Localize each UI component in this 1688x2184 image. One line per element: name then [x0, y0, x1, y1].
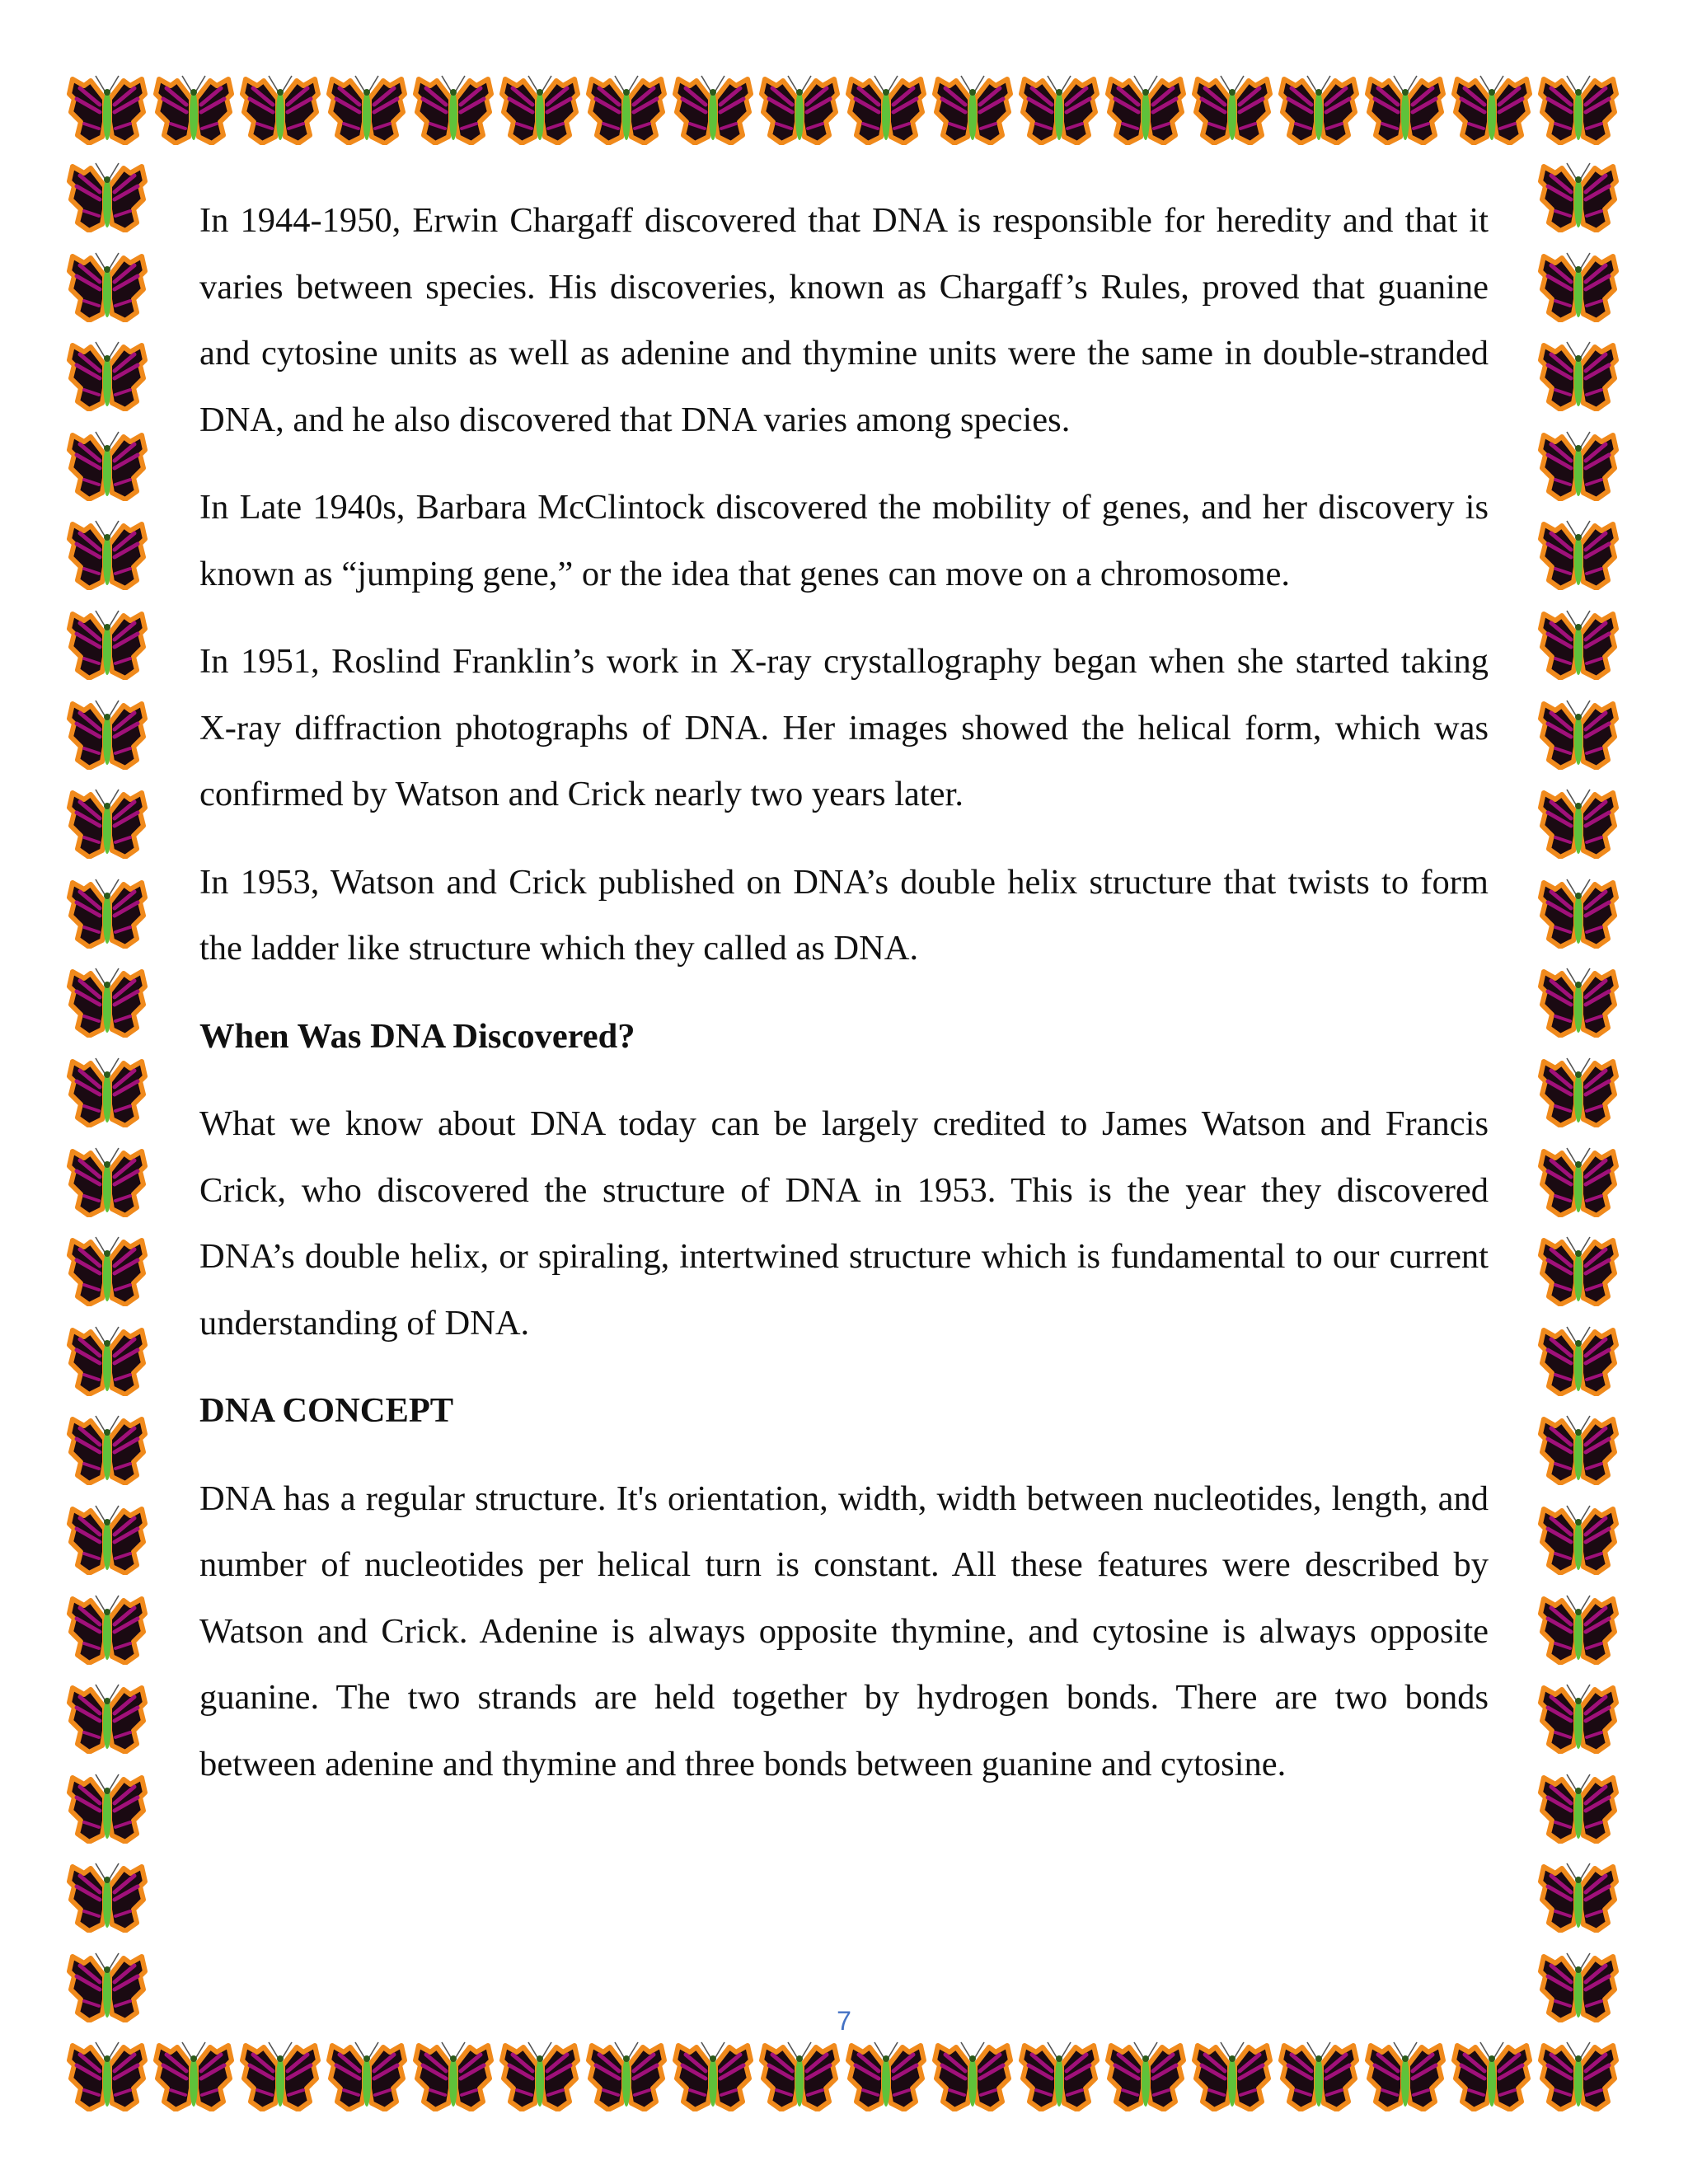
paragraph-chargaff: In 1944-1950, Erwin Chargaff discovered that DNA is responsible for heredity and that it varies between species. His discoveries, known as Chargaff’s Rules, proved that guanine and cytosine units as well as adenine and thymine units were the same in double-stranded DNA, and he also discovered that DNA varies among species.: [199, 201, 1489, 439]
paragraph-mcclintock: In Late 1940s, Barbara McClintock discovered the mobility of genes, and her discovery is known as “jumping gene,” or the idea that genes can move on a chromosome.: [199, 488, 1489, 593]
butterfly-icon: [1537, 74, 1620, 145]
paragraph-dna-concept: DNA has a regular structure. It's orientation, width, width between nucleotides, length, and number of nucleotides per helical turn is constant. All these features were described by Watson and Crick. Adenine is always opposite thymine, and cytosine is always opposite guanine. The two strands are held together by hydrogen bonds. There are two bonds between adenine and thymine and three bonds between guanine and cytosine.: [199, 1479, 1489, 1783]
butterfly-icon: [672, 2041, 754, 2111]
butterfly-icon: [1191, 74, 1273, 145]
heading-when-discovered: When Was DNA Discovered?: [199, 1016, 635, 1056]
butterfly-icon: [1451, 2041, 1533, 2111]
page-number: 7: [837, 2006, 851, 2036]
butterfly-icon: [1364, 2041, 1447, 2111]
paragraph-watson-crick: In 1953, Watson and Crick published on DNA’s double helix structure that twists to form the ladder like structure which they called as DNA.: [199, 862, 1489, 968]
butterfly-icon: [66, 699, 148, 770]
butterfly-icon: [66, 2041, 148, 2111]
butterfly-icon: [66, 430, 148, 501]
butterfly-icon: [412, 2041, 495, 2111]
butterfly-icon: [1278, 74, 1360, 145]
butterfly-icon: [326, 2041, 408, 2111]
butterfly-icon: [1018, 74, 1100, 145]
paragraph-franklin: In 1951, Roslind Franklin’s work in X-ray crystallography began when she started taking X-ray diffraction photographs of DNA. Her images showed the helical form, which was confirmed by Watson and Crick nearly two years later.: [199, 642, 1489, 813]
butterfly-icon: [66, 788, 148, 859]
butterfly-icon: [66, 1773, 148, 1844]
butterfly-icon: [152, 74, 235, 145]
butterfly-icon: [1537, 1235, 1620, 1306]
butterfly-icon: [66, 1683, 148, 1754]
butterfly-icon: [66, 519, 148, 590]
butterfly-icon: [66, 1594, 148, 1665]
butterfly-icon: [1537, 1683, 1620, 1754]
butterfly-icon: [1537, 1414, 1620, 1485]
butterfly-icon: [326, 74, 408, 145]
butterfly-icon: [239, 2041, 321, 2111]
butterfly-icon: [239, 74, 321, 145]
butterfly-icon: [1537, 430, 1620, 501]
butterfly-icon: [66, 251, 148, 322]
butterfly-icon: [1537, 1146, 1620, 1217]
butterfly-icon: [1191, 2041, 1273, 2111]
butterfly-icon: [66, 967, 148, 1038]
butterfly-icon: [66, 1057, 148, 1127]
butterfly-icon: [1537, 519, 1620, 590]
butterfly-icon: [1537, 1057, 1620, 1127]
butterfly-icon: [1537, 1862, 1620, 1933]
butterfly-icon: [66, 74, 148, 145]
butterfly-icon: [1104, 74, 1187, 145]
butterfly-icon: [1537, 340, 1620, 411]
butterfly-icon: [585, 74, 668, 145]
heading-dna-concept: DNA CONCEPT: [199, 1391, 454, 1430]
butterfly-icon: [66, 1414, 148, 1485]
butterfly-icon: [931, 2041, 1014, 2111]
butterfly-icon: [66, 162, 148, 232]
butterfly-icon: [66, 878, 148, 949]
butterfly-icon: [499, 2041, 581, 2111]
butterfly-icon: [1537, 788, 1620, 859]
butterfly-icon: [499, 74, 581, 145]
butterfly-icon: [1537, 609, 1620, 680]
butterfly-icon: [1018, 2041, 1100, 2111]
butterfly-icon: [1537, 162, 1620, 232]
butterfly-icon: [66, 1235, 148, 1306]
butterfly-icon: [66, 1146, 148, 1217]
butterfly-icon: [1537, 1773, 1620, 1844]
butterfly-icon: [1537, 967, 1620, 1038]
butterfly-icon: [1278, 2041, 1360, 2111]
butterfly-icon: [758, 2041, 841, 2111]
butterfly-icon: [1451, 74, 1533, 145]
butterfly-icon: [1537, 251, 1620, 322]
butterfly-icon: [931, 74, 1014, 145]
butterfly-icon: [152, 2041, 235, 2111]
butterfly-icon: [758, 74, 841, 145]
butterfly-icon: [66, 340, 148, 411]
butterfly-icon: [1364, 74, 1447, 145]
butterfly-icon: [1104, 2041, 1187, 2111]
butterfly-icon: [845, 2041, 927, 2111]
butterfly-icon: [845, 74, 927, 145]
paragraph-when-discovered: What we know about DNA today can be largely credited to James Watson and Francis Crick, who discovered the structure of DNA in 1953. This is the year they discovered DNA’s double helix, or spiraling, intertwined structure which is fundamental to our current understanding of DNA.: [199, 1104, 1489, 1343]
document-body: [199, 188, 1489, 1819]
butterfly-icon: [66, 609, 148, 680]
butterfly-icon: [1537, 2041, 1620, 2111]
butterfly-icon: [66, 1862, 148, 1933]
butterfly-icon: [1537, 1594, 1620, 1665]
butterfly-icon: [585, 2041, 668, 2111]
butterfly-icon: [412, 74, 495, 145]
butterfly-icon: [1537, 1325, 1620, 1396]
butterfly-icon: [66, 1504, 148, 1575]
butterfly-icon: [1537, 699, 1620, 770]
butterfly-icon: [672, 74, 754, 145]
butterfly-icon: [1537, 878, 1620, 949]
butterfly-icon: [1537, 1504, 1620, 1575]
butterfly-icon: [66, 1325, 148, 1396]
